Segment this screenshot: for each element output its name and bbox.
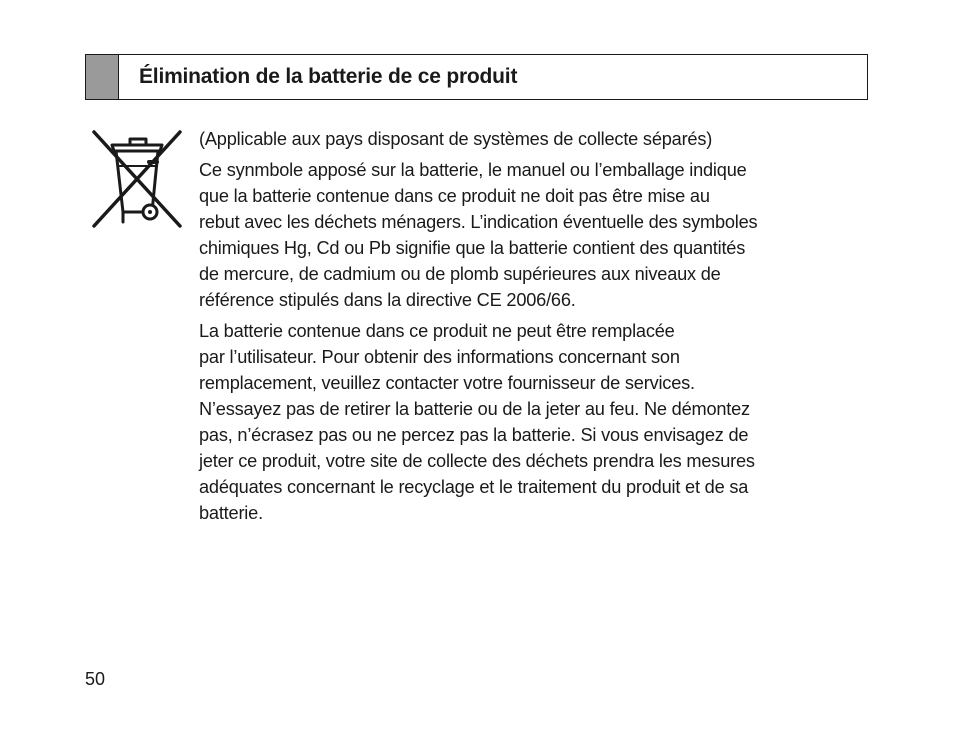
text-line: chimiques Hg, Cd ou Pb signifie que la batterie contient des quantités <box>199 238 746 258</box>
text-line: La batterie contenue dans ce produit ne peut être remplacée <box>199 321 675 341</box>
text-line: remplacement, veuillez contacter votre fournisseur de services. <box>199 373 695 393</box>
text-line: N’essayez pas de retirer la batterie ou de la jeter au feu. Ne démontez <box>199 399 750 419</box>
page-number: 50 <box>85 669 106 689</box>
text-line: adéquates concernant le recyclage et le traitement du produit et de sa <box>199 477 749 497</box>
text-line: batterie. <box>199 503 263 523</box>
crossed-out-wheelie-bin-icon <box>90 128 184 230</box>
text-line: pas, n’écrasez pas ou ne percez pas la batterie. Si vous envisagez de <box>199 425 749 445</box>
text-line: rebut avec les déchets ménagers. L’indication éventuelle des symboles <box>199 212 758 232</box>
text-line: Ce synmbole apposé sur la batterie, le manuel ou l’emballage indique <box>199 160 747 180</box>
applicability-note: (Applicable aux pays disposant de systèmes de collecte séparés) <box>199 129 713 149</box>
text-line: jeter ce produit, votre site de collecte des déchets prendra les mesures <box>199 451 755 471</box>
text-line: par l’utilisateur. Pour obtenir des informations concernant son <box>199 347 680 367</box>
header-accent-block <box>86 55 119 99</box>
text-line: de mercure, de cadmium ou de plomb supérieures aux niveaux de <box>199 264 721 284</box>
text-line: référence stipulés dans la directive CE 2006/66. <box>199 290 576 310</box>
section-title: Élimination de la batterie de ce produit <box>139 65 518 88</box>
text-line: que la batterie contenue dans ce produit ne doit pas être mise au <box>199 186 710 206</box>
body-text <box>199 126 849 531</box>
paragraph-battery-symbol <box>199 157 849 313</box>
paragraph-battery-replacement <box>199 318 849 526</box>
section-header <box>85 54 868 100</box>
